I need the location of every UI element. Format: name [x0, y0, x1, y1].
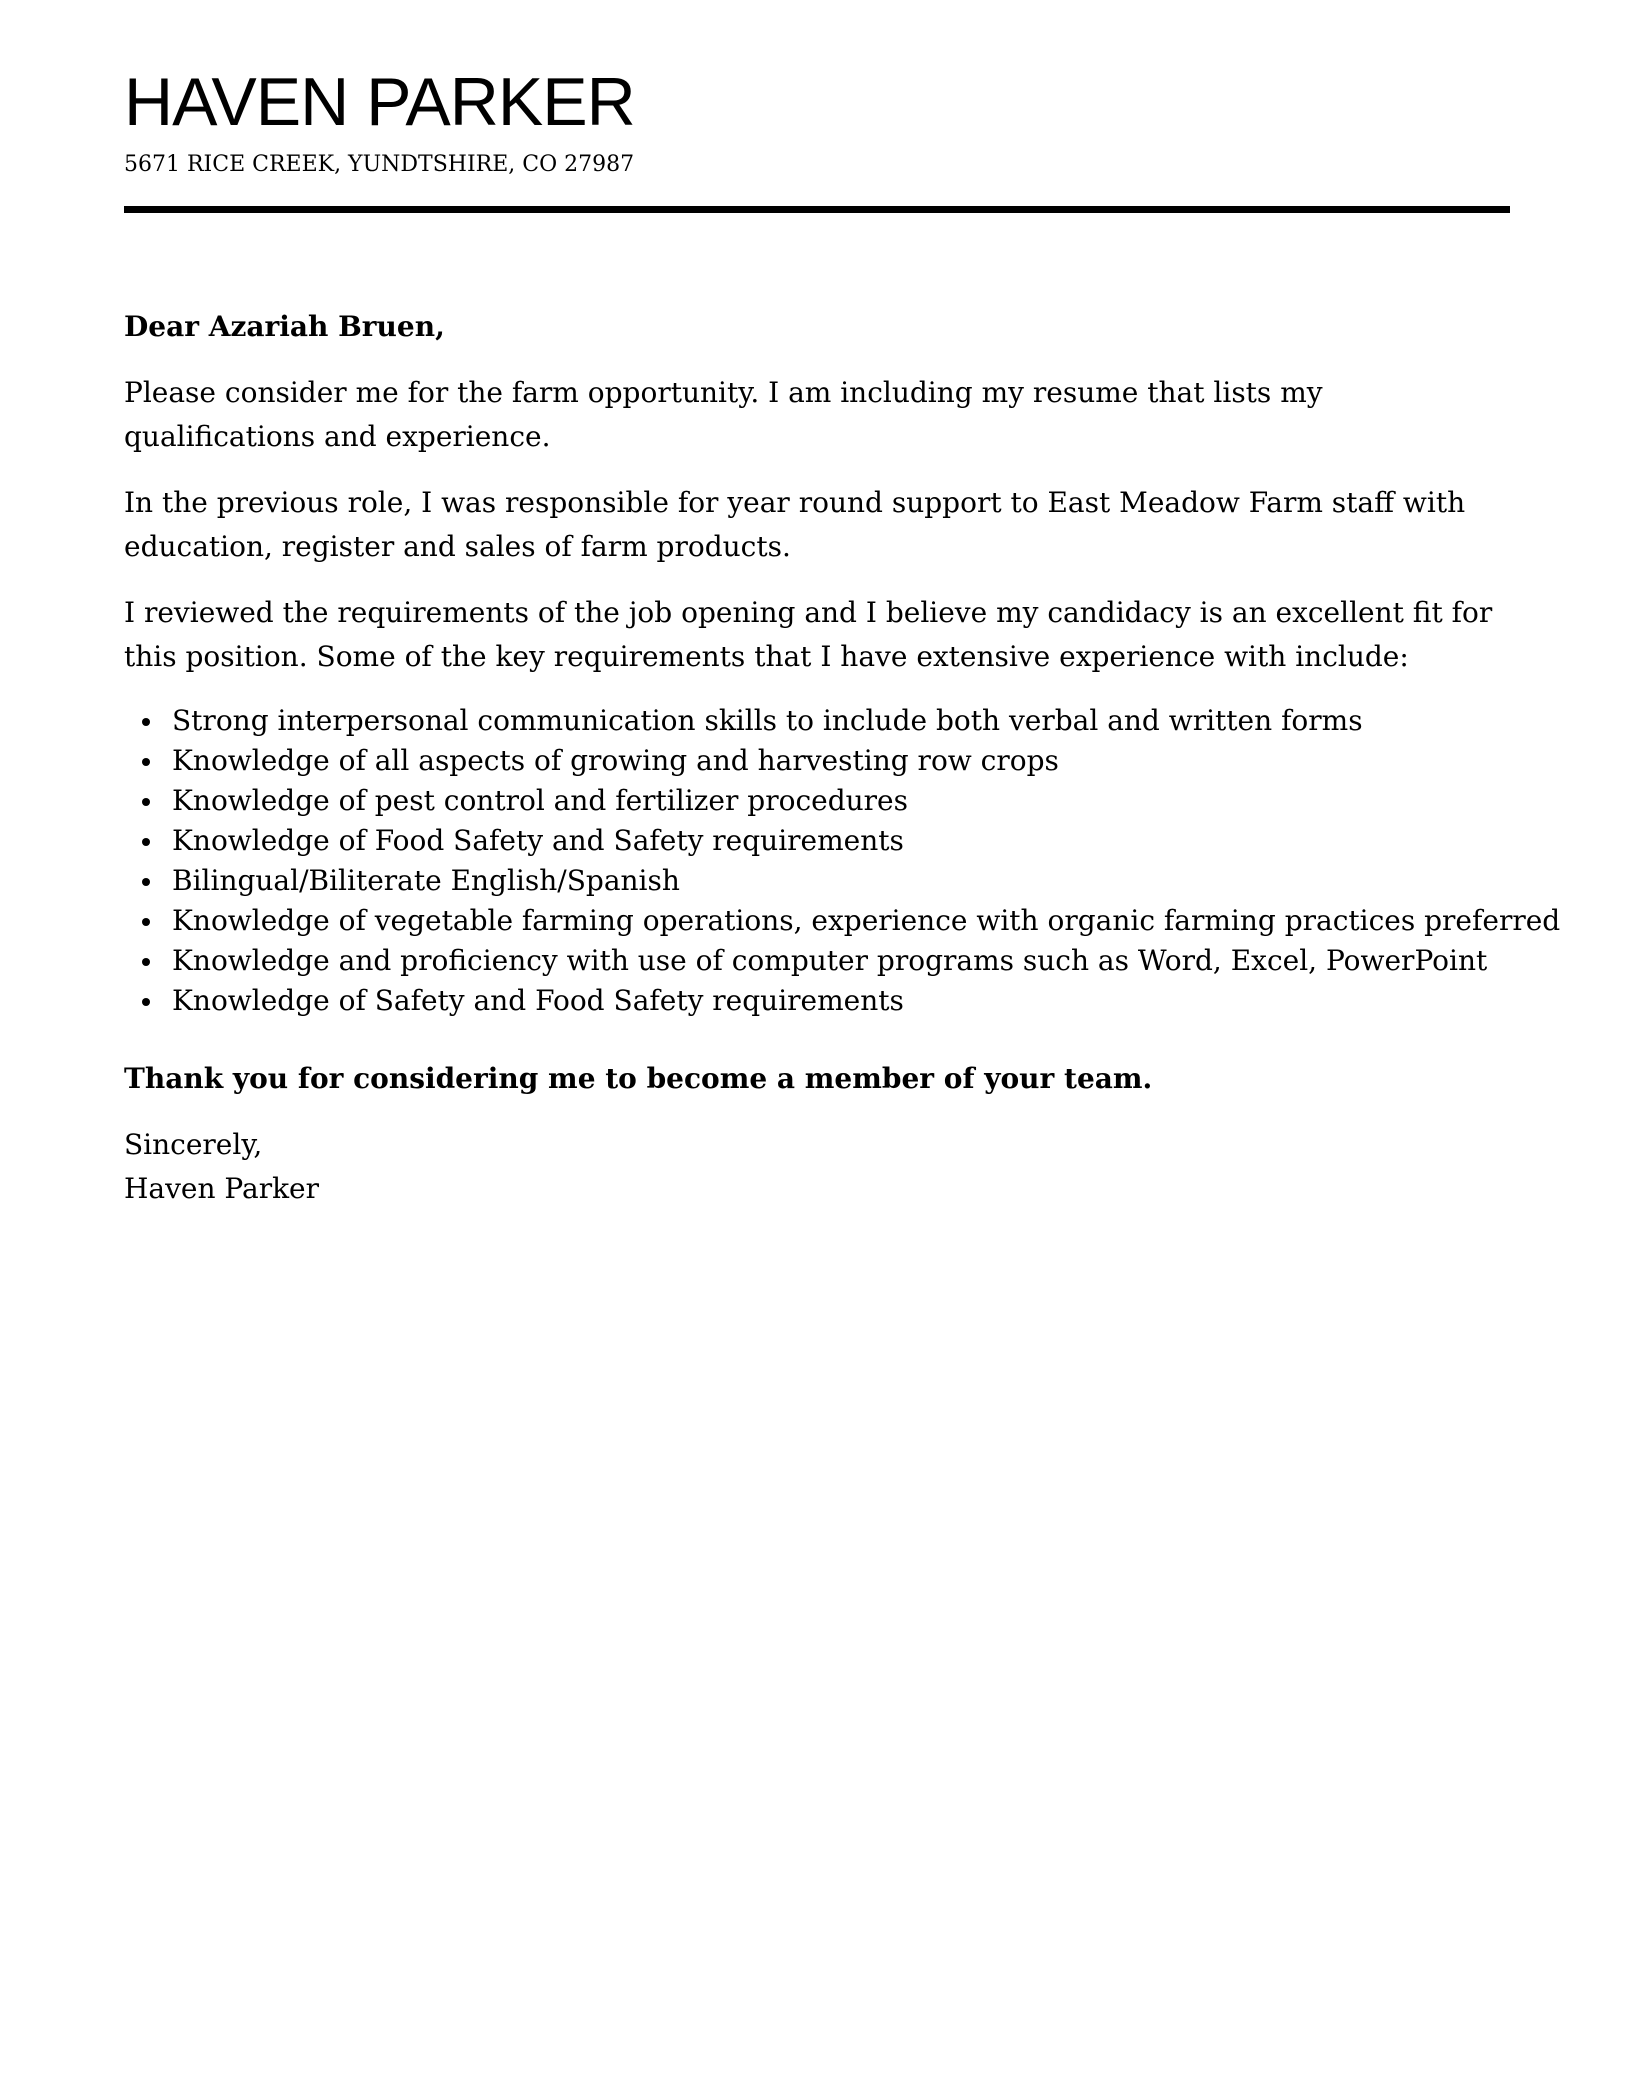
list-item-text: Knowledge of Food Safety and Safety requirements	[172, 824, 904, 857]
closing-block	[124, 1123, 1510, 1211]
applicant-name: HAVEN PARKER	[124, 64, 635, 140]
list-item-text: Knowledge of vegetable farming operations, experience with organic farming practices preferred	[172, 904, 1561, 937]
list-item	[172, 821, 1510, 861]
list-item-text: Knowledge of pest control and fertilizer procedures	[172, 784, 908, 817]
bullet-icon	[142, 718, 150, 726]
letter-body	[124, 305, 1561, 1233]
thank-you-line: Thank you for considering me to become a member of your team.	[124, 1062, 1153, 1095]
bullet-icon	[142, 838, 150, 846]
intro-paragraph: Please consider me for the farm opportunity. I am including my resume that lists my qualifications and experience.	[124, 376, 1323, 453]
bullet-icon	[142, 918, 150, 926]
list-item	[172, 781, 1510, 821]
list-item	[172, 941, 1510, 981]
list-item	[172, 981, 1510, 1021]
salutation: Dear Azariah Bruen,	[124, 310, 445, 343]
bullet-icon	[142, 798, 150, 806]
signature-name: Haven Parker	[124, 1172, 320, 1205]
list-item-text: Knowledge and proficiency with use of computer programs such as Word, Excel, PowerPoint	[172, 944, 1488, 977]
bullet-icon	[142, 878, 150, 886]
bullet-icon	[142, 758, 150, 766]
list-item	[172, 741, 1510, 781]
list-item-text: Knowledge of Safety and Food Safety requirements	[172, 984, 904, 1017]
experience-paragraph: In the previous role, I was responsible for year round support to East Meadow Farm staff with education, register and sales of farm products.	[124, 486, 1466, 563]
list-item-text: Strong interpersonal communication skills to include both verbal and written forms	[172, 704, 1363, 737]
closing-phrase: Sincerely,	[124, 1128, 263, 1161]
list-item	[172, 901, 1561, 941]
list-item	[172, 701, 1510, 741]
applicant-address: 5671 RICE CREEK, YUNDTSHIRE, CO 27987	[124, 152, 635, 177]
requirements-list	[124, 701, 1561, 1021]
list-item	[172, 861, 1510, 901]
requirements-intro-paragraph: I reviewed the requirements of the job opening and I believe my candidacy is an excellent fit for this position. Some of the key requirements that I have extensive experience with include:	[124, 596, 1493, 673]
bullet-icon	[142, 958, 150, 966]
list-item-text: Knowledge of all aspects of growing and harvesting row crops	[172, 744, 1059, 777]
list-item-text: Bilingual/Biliterate English/Spanish	[172, 864, 680, 897]
bullet-icon	[142, 998, 150, 1006]
header-divider	[124, 206, 1510, 213]
